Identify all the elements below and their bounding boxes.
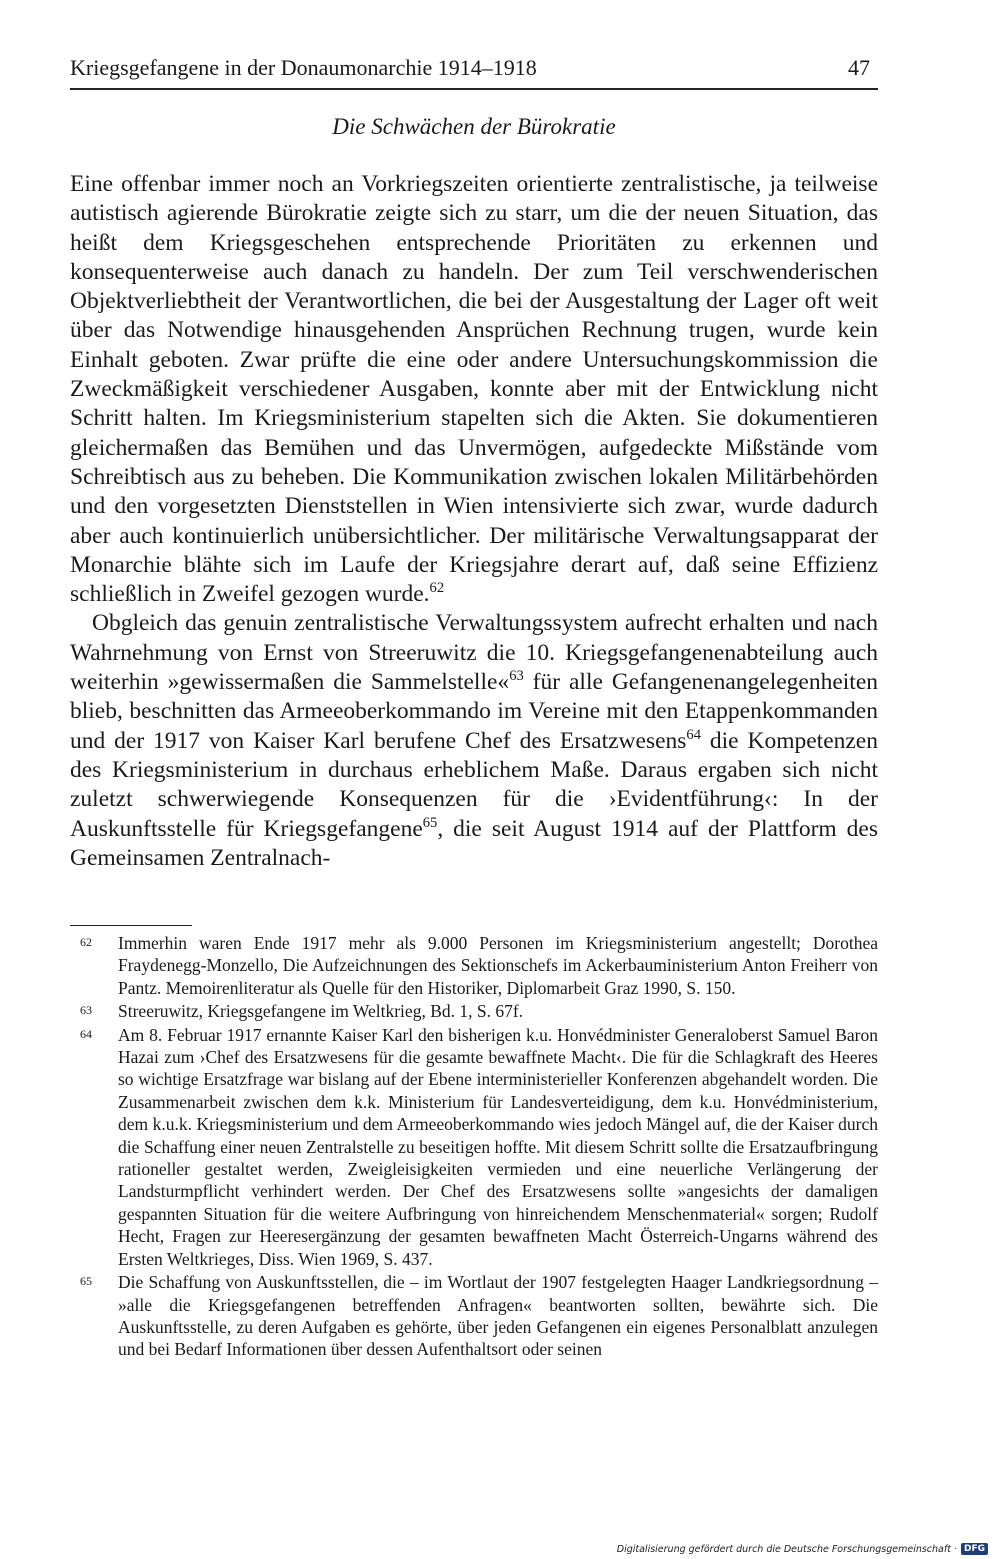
paragraph-text: Obgleich das genuin zentralistische Verwaltungssystem aufrecht erhalten und nach Wahrnehmung von Ernst von Streeruwitz die 10. Kriegsgefangenenabteilung auch weiterhin »gewissermaßen die Sammelstelle« <box>70 610 878 696</box>
paragraph-text: Eine offenbar immer noch an Vorkriegszeiten orientierte zentralistische, ja teilweise autistisch agierende Bürokratie zeigte sich zu starr, um die der neuen Situation, das heißt dem Kriegsgeschehen entsprechende Prioritäten zu erkennen und konsequenterweise auch danach zu handeln. Der zum Teil verschwenderischen Objektverliebtheit der Verantwortlichen, die bei der Ausgestaltung der Lager oft weit über das Notwendige hinausgehenden Ansprüchen Rechnung trugen, wurde kein Einhalt geboten. Zwar prüfte die eine oder andere Untersuchungskommission die Zweckmäßigkeit verschiedener Ausgaben, konnte aber mit der Entwicklung nicht Schritt halten. Im Kriegsministerium stapelten sich die Akten. Sie dokumentieren gleichermaßen das Bemühen und das Unvermögen, aufgedeckte Mißstände vom Schreibtisch aus zu beheben. Die Kommunikation zwischen lokalen Militärbehörden und den vorgesetzten Dienststellen in Wien intensivierte sich zwar, wurde dadurch aber auch kontinuierlich unübersichtlicher. Der militärische Verwaltungsapparat der Monarchie blähte sich im Laufe der Kriegsjahre derart auf, daß seine Effizienz schließlich in Zweifel gezogen wurde. <box>70 171 878 608</box>
footnote-number: 63 <box>80 1003 92 1018</box>
footnote-ref: 62 <box>429 580 445 597</box>
footnote <box>70 932 878 999</box>
footnotes <box>70 932 878 1362</box>
running-head-title: Kriegsgefangene in der Donaumonarchie 1914–1918 <box>70 55 537 80</box>
footnote-ref: 64 <box>686 726 701 743</box>
digitization-note <box>617 1543 988 1555</box>
header-rule <box>70 88 878 90</box>
dfg-logo-icon: DFG <box>961 1543 988 1555</box>
footnote-text: Die Schaffung von Auskunftsstellen, die – im Wortlaut der 1907 festgelegten Haager Landkriegsordnung – »alle die Kriegsgefangenen betreffenden Anfragen« beantworten sollten, bewährte sich. Die Auskunftsstelle, zu deren Aufgaben es gehörte, über jeden Gefangenen ein eigenes Personalblatt anzulegen und bei Bedarf Informationen über dessen Aufenthaltsort oder seinen <box>118 1272 878 1360</box>
footnote-ref: 65 <box>422 814 438 831</box>
footnote-text: Am 8. Februar 1917 ernannte Kaiser Karl den bisherigen k.u. Honvédminister Generaloberst Samuel Baron Hazai zum ›Chef des Ersatzwesens für die gesamte bewaffnete Macht‹. Die für die Schlagkraft des Heeres so wichtige Ersatzfrage war bislang auf der Ebene interministerieller Konferenzen abgehandelt worden. Die Zusammenarbeit zwischen dem k.k. Ministerium für Landesverteidigung, dem k.u. Honvédministerium, dem k.u.k. Kriegsministerium und dem Armeeoberkommando wies jedoch Mängel auf, die der Kaiser durch die Schaffung einer neuen Zentralstelle zu beseitigen hoffte. Mit diesem Schritt sollte die Ersatzaufbringung rationeller gestaltet werden, Zweigleisigkeiten vermieden und eine neuerliche Verlängerung der Landsturmpflicht verhindert werden. Der Chef des Ersatzwesens sollte »angesichts der damaligen gespannten Situation für die weitere Aufbringung von hinreichendem Menschenmaterial« sorgen; Rudolf Hecht, Fragen zur Heeresergänzung der gesamten bewaffneten Macht Österreich-Ungarns während des Ersten Weltkrieges, Diss. Wien 1969, S. 437. <box>118 1024 878 1269</box>
paragraph <box>70 170 878 609</box>
footnote-rule <box>70 925 192 926</box>
footnote <box>70 1271 878 1361</box>
footnote <box>70 1000 878 1022</box>
running-head <box>70 54 878 82</box>
page-number: 47 <box>848 55 870 80</box>
digitization-note-text: Digitalisierung gefördert durch die Deutsche Forschungsgemeinschaft · <box>616 1543 957 1555</box>
body-text <box>70 170 878 873</box>
footnote-ref: 63 <box>509 668 524 685</box>
paragraph <box>70 609 878 873</box>
paragraph-text: die Kompetenzen des Kriegsministerium in durchaus erheblichem Maße. Daraus ergaben sich nicht zuletzt schwerwiegende Konsequenzen für die ›Evidentführung‹: In der Auskunftsstelle für Kriegsgefangene <box>70 727 878 842</box>
footnote-number: 65 <box>80 1274 92 1289</box>
footnote-text: Immerhin waren Ende 1917 mehr als 9.000 Personen im Kriegsministerium angestellt; Dorothea Fraydenegg-Monzello, Die Aufzeichnungen des Sektionschefs im Ackerbauministerium Anton Freiherr von Pantz. Memoirenliteratur als Quelle für den Historiker, Diplomarbeit Graz 1990, S. 150. <box>118 933 878 998</box>
footnote-number: 64 <box>80 1026 92 1041</box>
paragraph-text: für alle Gefangenenangelegenheiten blieb, beschnitten das Armeeoberkommando im Vereine mit den Etappenkommanden und der 1917 von Kaiser Karl berufene Chef des Ersatzwesens <box>70 669 879 754</box>
footnote-number: 62 <box>80 935 92 949</box>
footnote <box>70 1024 878 1270</box>
section-title: Die Schwächen der Bürokratie <box>332 114 616 139</box>
footnote-text: Streeruwitz, Kriegsgefangene im Weltkrieg, Bd. 1, S. 67f. <box>118 1001 524 1022</box>
paragraph-text: , die seit August 1914 auf der Plattform des Gemeinsamen Zentralnach- <box>70 815 878 871</box>
